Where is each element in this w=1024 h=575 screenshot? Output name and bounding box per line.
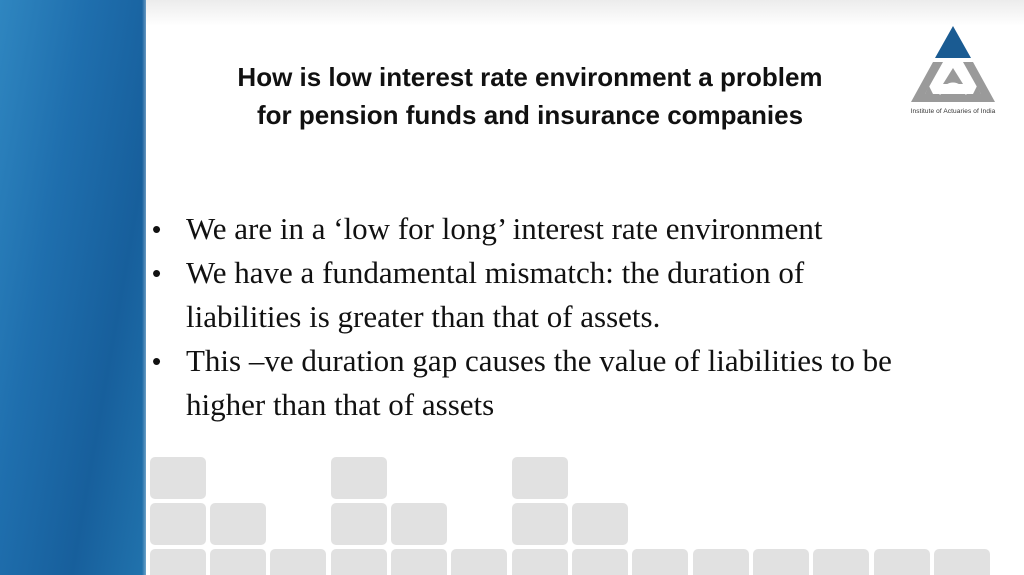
tile — [813, 549, 869, 575]
bullet-text: We are in a ‘low for long’ interest rate environment — [186, 211, 823, 246]
bullet-dot-icon: • — [152, 346, 162, 376]
bullet-text: This –ve duration gap causes the value of liabilities to be higher than that of assets — [186, 343, 892, 422]
tile — [934, 549, 990, 575]
title-line-1: How is low interest rate environment a problem — [237, 62, 823, 92]
tile — [210, 549, 266, 575]
tile — [572, 503, 628, 545]
tile — [391, 503, 447, 545]
bullet-text: We have a fundamental mismatch: the duration of liabilities is greater than that of assets. — [186, 255, 805, 334]
bullet-dot-icon: • — [152, 214, 162, 244]
tile — [150, 457, 206, 499]
tile — [331, 503, 387, 545]
tile — [150, 549, 206, 575]
bullet-item — [152, 339, 912, 427]
decorative-tiles — [146, 450, 1024, 575]
tile — [150, 503, 206, 545]
slide-title — [160, 58, 900, 134]
title-line-2: for pension funds and insurance companies — [256, 100, 804, 130]
tile — [572, 549, 628, 575]
tile — [391, 549, 447, 575]
side-band — [0, 0, 146, 575]
tile — [331, 457, 387, 499]
tile — [512, 503, 568, 545]
bullet-item — [152, 251, 912, 339]
bullet-dot-icon: • — [152, 258, 162, 288]
tile — [512, 549, 568, 575]
tile — [874, 549, 930, 575]
actuaries-logo-icon — [903, 22, 1003, 122]
logo-caption: Institute of Actuaries of India — [910, 108, 996, 115]
bullet-list — [152, 207, 912, 427]
tile — [693, 549, 749, 575]
tile — [512, 457, 568, 499]
tile — [331, 549, 387, 575]
tile — [210, 503, 266, 545]
bullet-item — [152, 207, 912, 251]
tile — [451, 549, 507, 575]
tile — [753, 549, 809, 575]
tile — [632, 549, 688, 575]
top-shade — [146, 0, 1024, 26]
tile — [270, 549, 326, 575]
